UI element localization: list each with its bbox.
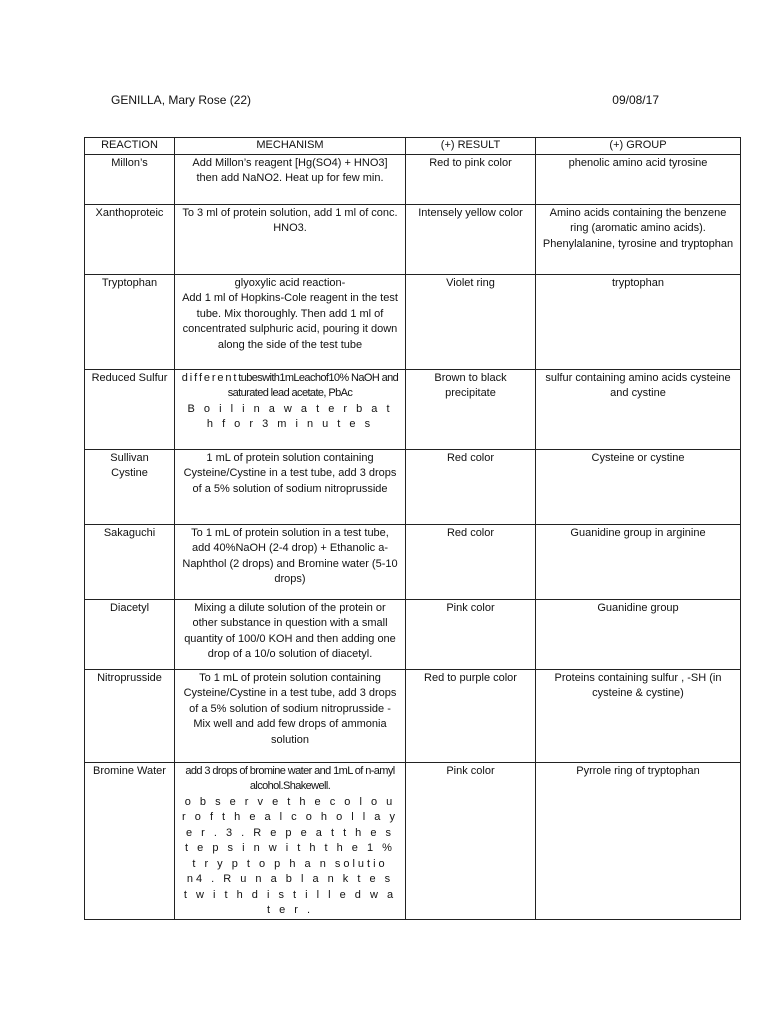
table-row bbox=[85, 599, 741, 669]
group-cell: phenolic amino acid tyrosine bbox=[536, 154, 741, 204]
table-header-row bbox=[85, 138, 741, 155]
result-cell: Violet ring bbox=[406, 274, 536, 369]
result-cell: Brown to black precipitate bbox=[406, 369, 536, 449]
result-cell: Intensely yellow color bbox=[406, 204, 536, 274]
table-row bbox=[85, 154, 741, 204]
group-cell: Amino acids containing the benzene ring (aromatic amino acids). Phenylalanine, tyrosine and tryptophan bbox=[536, 204, 741, 274]
document-date: 09/08/17 bbox=[612, 93, 659, 107]
group-cell: Guanidine group in arginine bbox=[536, 524, 741, 599]
result-cell: Red to purple color bbox=[406, 669, 536, 762]
mechanism-text: Add 1 ml of Hopkins-Cole reagent in the test tube. Mix thoroughly. Then add 1 ml of concentrated sulphuric acid, pouring it down along the side of the test tube bbox=[182, 292, 398, 351]
reaction-cell: Bromine Water bbox=[85, 762, 175, 919]
mechanism-cell: 1 mL of protein solution containing Cysteine/Cystine in a test tube, add 3 drops of a 5% solution of sodium nitroprusside bbox=[175, 449, 406, 524]
group-cell: sulfur containing amino acids cysteine and cystine bbox=[536, 369, 741, 449]
reaction-cell: Millon’s bbox=[85, 154, 175, 204]
reaction-cell: Tryptophan bbox=[85, 274, 175, 369]
mechanism-text: add 3 drops of bromine water and 1mL of n-amyl alcohol.Shakewell. bbox=[185, 764, 395, 792]
mechanism-text: d i f f e r e n t tubeswith1mLeachof10% NaOH and saturated lead acetate, PbAc bbox=[181, 371, 399, 399]
mechanism-text-spaced: o b s e r v e t h e c o l o u r o f t h e a l c o h o l l a y e r . 3 . R e p e a t t h e s t e p s i n w i t h t h e 1 % t r y p t o p h a n solutio n4 . R u n a b l a n k t e s t w i t h d i s t i l l e d w a t e r . bbox=[182, 795, 398, 916]
table-row bbox=[85, 274, 741, 369]
reaction-cell: Sullivan Cystine bbox=[85, 449, 175, 524]
table-row bbox=[85, 449, 741, 524]
result-cell: Pink color bbox=[406, 762, 536, 919]
result-cell: Red to pink color bbox=[406, 154, 536, 204]
reaction-cell: Xanthoproteic bbox=[85, 204, 175, 274]
reaction-cell: Reduced Sulfur bbox=[85, 369, 175, 449]
group-cell: Proteins containing sulfur , -SH (in cysteine & cystine) bbox=[536, 669, 741, 762]
column-header-reaction: REACTION bbox=[85, 138, 175, 155]
reaction-cell: Sakaguchi bbox=[85, 524, 175, 599]
group-cell: Guanidine group bbox=[536, 599, 741, 669]
result-cell: Red color bbox=[406, 449, 536, 524]
mechanism-heading: glyoxylic acid reaction- bbox=[234, 276, 346, 289]
group-cell: Pyrrole ring of tryptophan bbox=[536, 762, 741, 919]
mechanism-cell bbox=[175, 274, 406, 369]
mechanism-cell: To 3 ml of protein solution, add 1 ml of conc. HNO3. bbox=[175, 204, 406, 274]
mechanism-cell bbox=[175, 369, 406, 449]
reaction-cell: Diacetyl bbox=[85, 599, 175, 669]
column-header-group: (+) GROUP bbox=[536, 138, 741, 155]
mechanism-cell: Add Millon’s reagent [Hg(SO4) + HNO3] then add NaNO2. Heat up for few min. bbox=[175, 154, 406, 204]
result-cell: Pink color bbox=[406, 599, 536, 669]
column-header-result: (+) RESULT bbox=[406, 138, 536, 155]
column-header-mechanism: MECHANISM bbox=[175, 138, 406, 155]
table-row bbox=[85, 669, 741, 762]
mechanism-text-spaced: B o i l i n a w a t e r b a t h f o r 3 m i n u t e s bbox=[187, 402, 393, 430]
result-cell: Red color bbox=[406, 524, 536, 599]
mechanism-cell bbox=[175, 762, 406, 919]
mechanism-cell: To 1 mL of protein solution containing Cysteine/Cystine in a test tube, add 3 drops of a 5% solution of sodium nitroprusside - Mix well and add few drops of ammonia solution bbox=[175, 669, 406, 762]
reaction-cell: Nitroprusside bbox=[85, 669, 175, 762]
reactions-table bbox=[84, 137, 741, 920]
mechanism-cell: To 1 mL of protein solution in a test tube, add 40%NaOH (2-4 drop) + Ethanolic a-Naphthol (2 drops) and Bromine water (5-10 drops) bbox=[175, 524, 406, 599]
table-row bbox=[85, 762, 741, 919]
table-row bbox=[85, 524, 741, 599]
table-row bbox=[85, 369, 741, 449]
group-cell: tryptophan bbox=[536, 274, 741, 369]
group-cell: Cysteine or cystine bbox=[536, 449, 741, 524]
table-row bbox=[85, 204, 741, 274]
student-name: GENILLA, Mary Rose (22) bbox=[111, 93, 252, 107]
mechanism-cell: Mixing a dilute solution of the protein or other substance in question with a small quantity of 100/0 KOH and then adding one drop of a 10/o solution of diacetyl. bbox=[175, 599, 406, 669]
